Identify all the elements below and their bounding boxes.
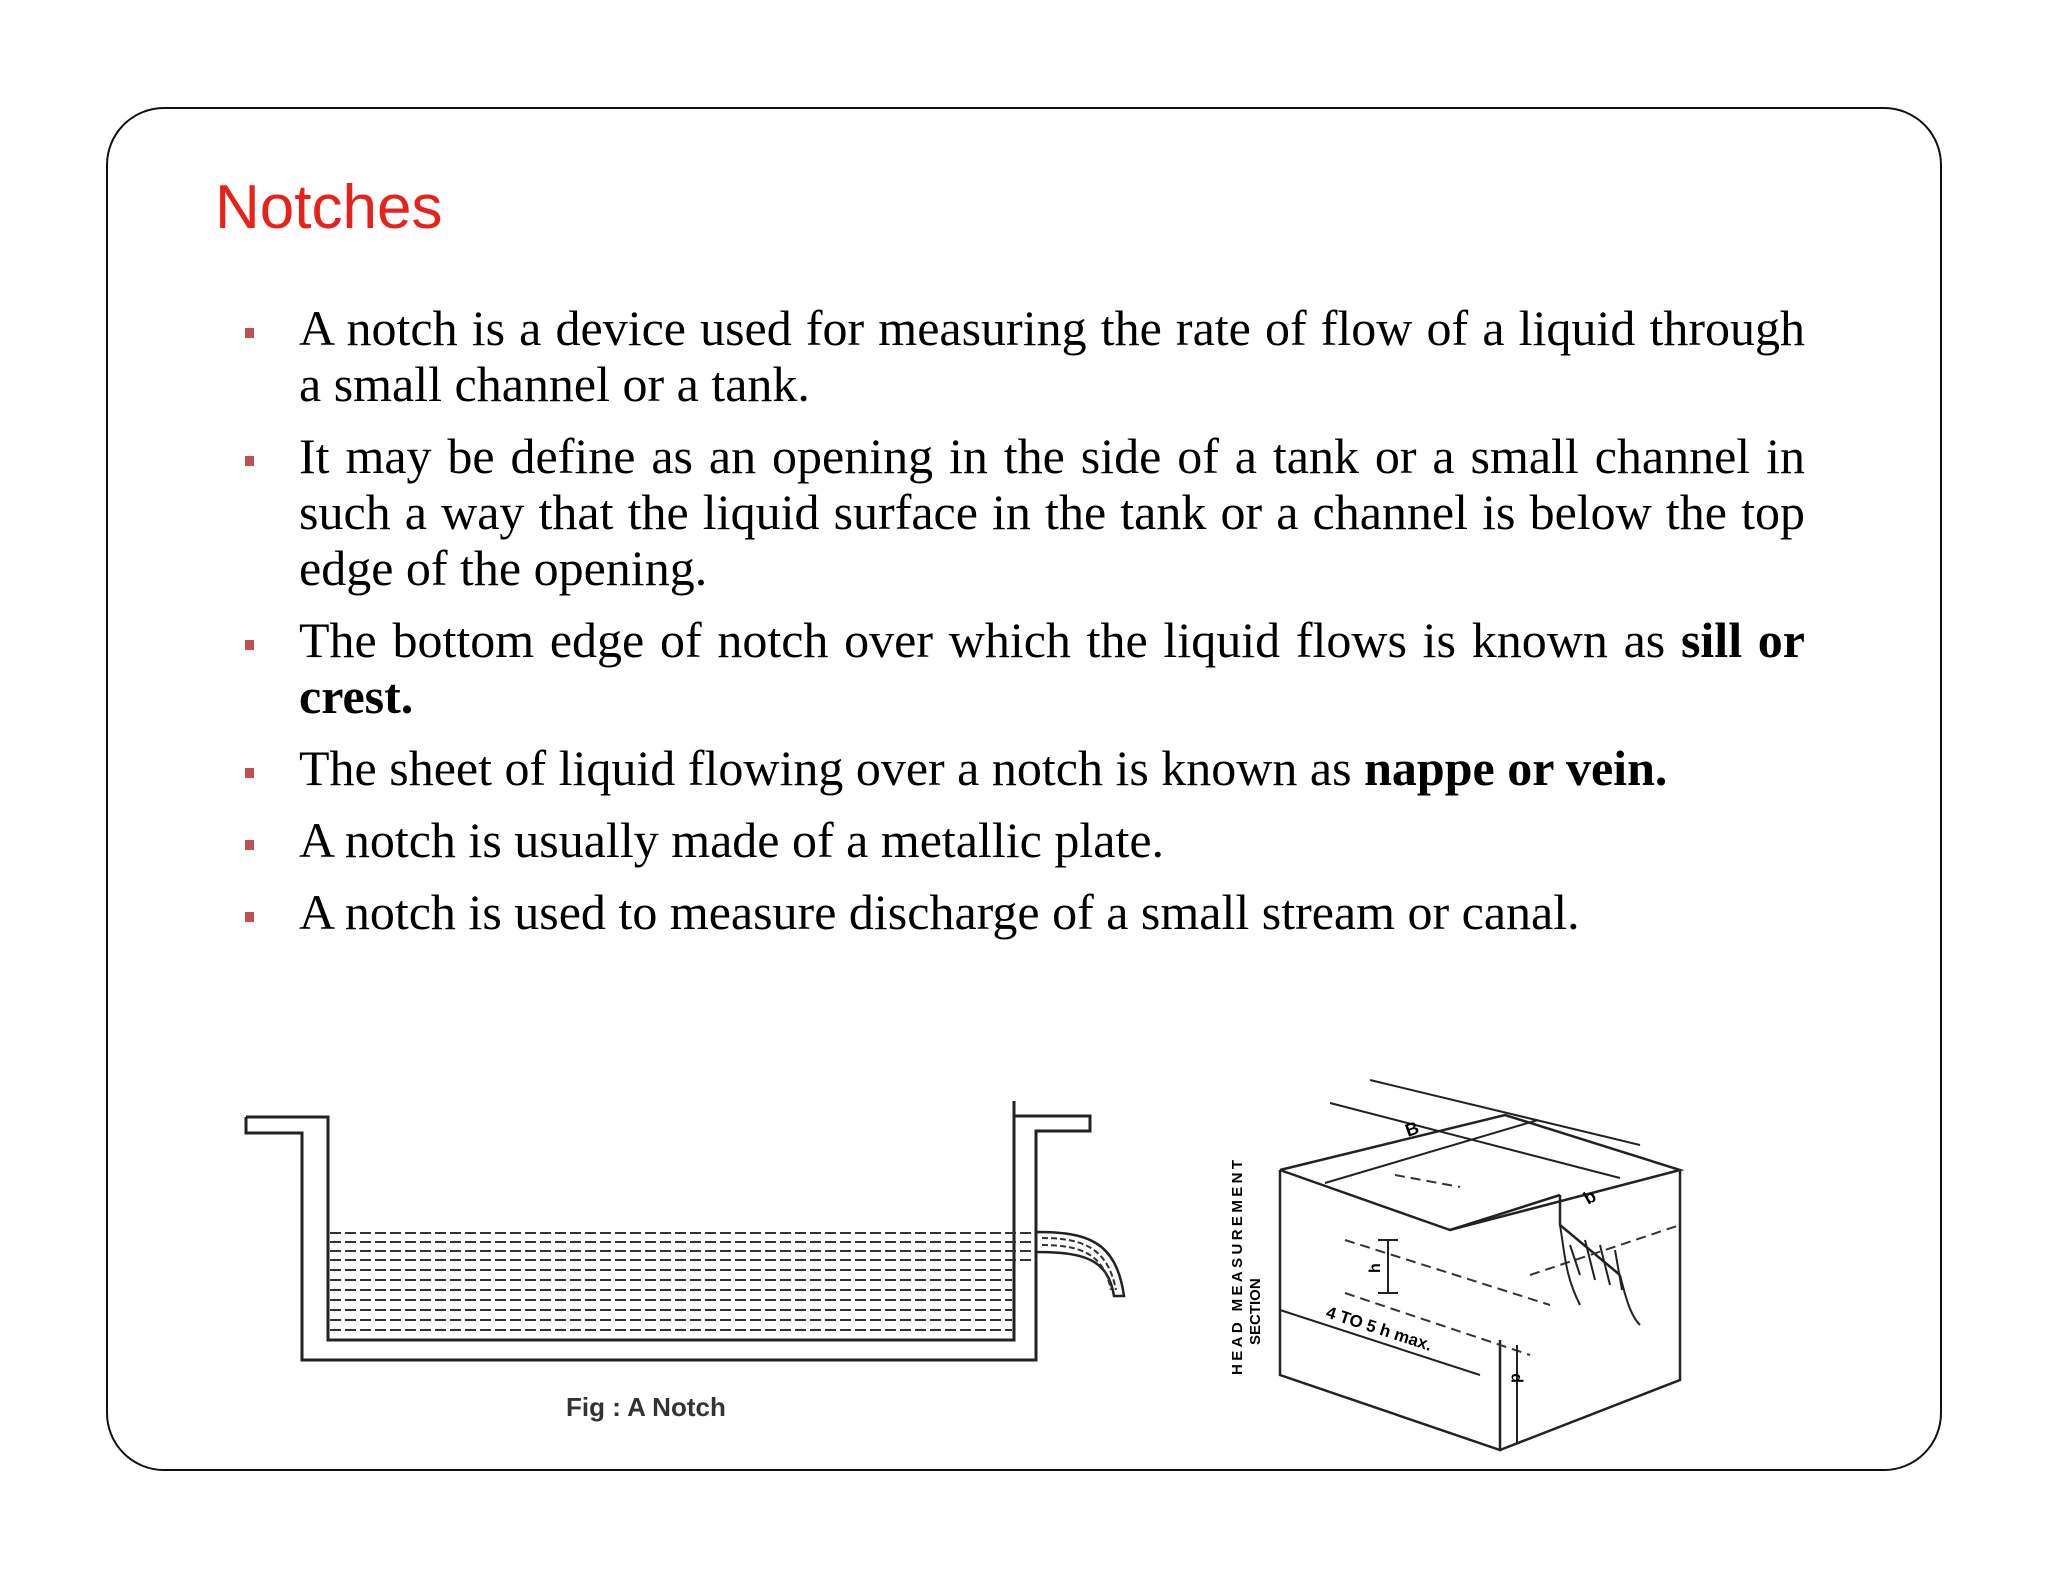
bullet-text: The bottom edge of notch over which the liquid flows is known as <box>299 612 1681 668</box>
square-bullet-icon <box>245 328 254 338</box>
square-bullet-icon <box>245 640 254 650</box>
bullet-item <box>245 812 1805 868</box>
tank-left-wall <box>246 1117 1036 1360</box>
tank-water <box>330 1233 1036 1330</box>
notch-isometric-figure <box>1220 1075 1700 1455</box>
bullet-bold-text: sill or crest. <box>299 612 1806 724</box>
bullet-item <box>245 740 1805 796</box>
label-h: h <box>1367 1263 1384 1273</box>
distance-label: 4 TO 5 h max. <box>1323 1302 1435 1355</box>
square-bullet-icon <box>245 840 254 850</box>
bullet-list <box>245 300 1805 940</box>
bullet-item <box>245 884 1805 940</box>
bullet-text: It may be define as an opening in the side of a tank or a small channel in such a way that the liquid surface in the tank or a channel is below the top edge of the opening. <box>299 428 1805 596</box>
tank-inner-wall <box>246 1117 1014 1340</box>
bullet-bold-text: nappe or vein. <box>1364 740 1668 796</box>
bullet-item <box>245 300 1805 412</box>
label-b: b <box>1580 1185 1600 1209</box>
bullet-text: A notch is usually made of a metallic plate. <box>299 812 1165 868</box>
square-bullet-icon <box>245 456 254 466</box>
bullet-text: A notch is a device used for measuring the rate of flow of a liquid through a small channel or a tank. <box>299 300 1805 412</box>
side-label-line1: HEAD MEASUREMENT <box>1229 1160 1246 1375</box>
square-bullet-icon <box>245 912 254 922</box>
label-p: p <box>1507 1373 1524 1383</box>
notch-tank-figure <box>236 1100 1136 1390</box>
bullet-text: The sheet of liquid flowing over a notch is known as <box>299 740 1365 796</box>
square-bullet-icon <box>245 768 254 778</box>
bullet-item <box>245 428 1805 596</box>
side-label-line2: SECTION <box>1247 1278 1264 1345</box>
slide-title: Notches <box>215 173 443 242</box>
label-B: B <box>1402 1117 1422 1141</box>
figure-caption: Fig : A Notch <box>566 1392 726 1422</box>
notch-nappe <box>1036 1232 1124 1296</box>
bullet-text: A notch is used to measure discharge of a small stream or canal. <box>299 884 1580 940</box>
tank-right-upper <box>1014 1116 1090 1210</box>
block-front-face <box>1280 1170 1500 1450</box>
bullet-item <box>245 612 1805 724</box>
